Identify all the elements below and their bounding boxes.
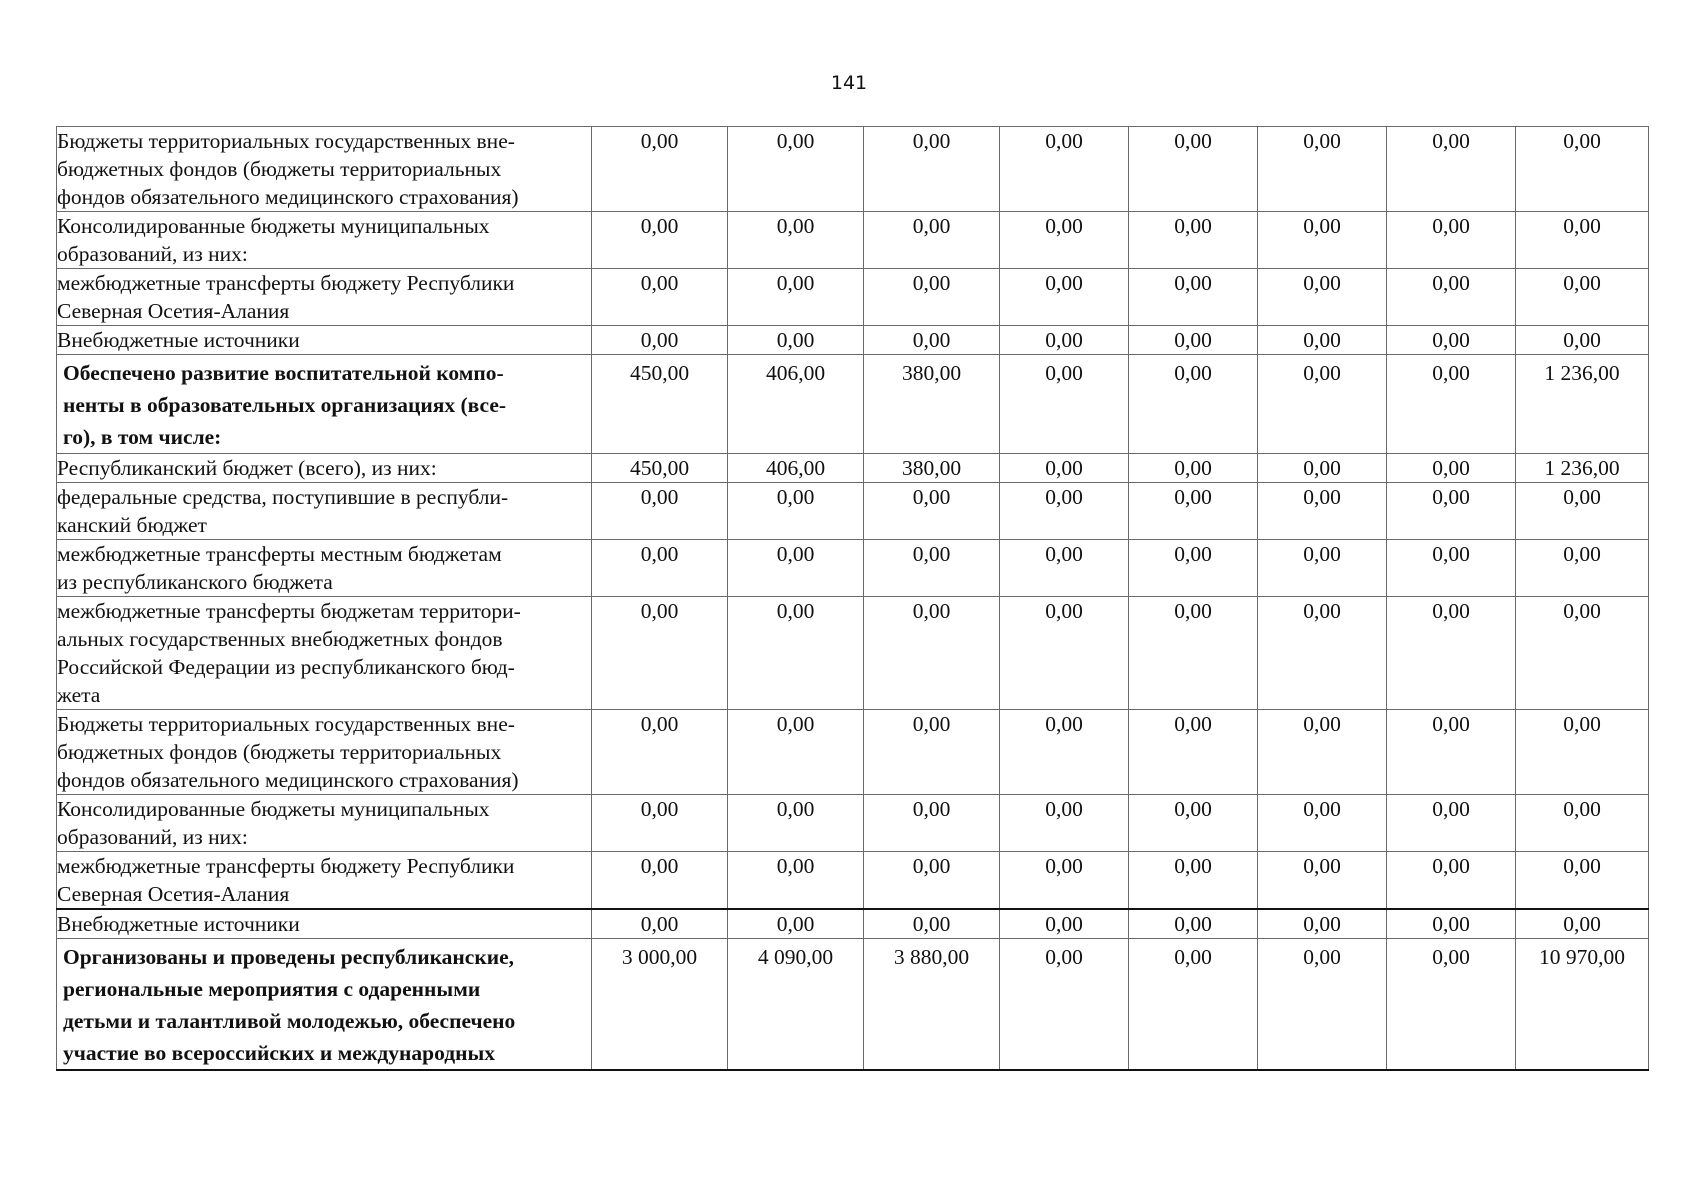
row-value: 10 970,00 [1516, 939, 1649, 1071]
table-row [57, 540, 1649, 597]
row-value: 0,00 [1258, 212, 1387, 269]
row-label-line: межбюджетные трансферты местным бюджетам [57, 542, 502, 566]
row-label [57, 355, 592, 454]
row-value: 0,00 [1516, 127, 1649, 212]
row-label-line: Организованы и проведены республиканские, [63, 945, 515, 969]
budget-table-body [57, 127, 1649, 1071]
row-label-line: го), в том числе: [63, 425, 222, 449]
row-value: 0,00 [864, 269, 1000, 326]
row-value: 0,00 [1258, 454, 1387, 483]
row-value: 0,00 [1516, 326, 1649, 355]
row-label-line: образований, из них: [57, 242, 248, 266]
row-label [57, 127, 592, 212]
row-label-line: бюджетных фондов (бюджеты территориальных [57, 740, 502, 764]
row-label-line: Внебюджетные источники [57, 328, 300, 352]
row-value: 0,00 [1129, 483, 1258, 540]
row-value: 0,00 [1000, 127, 1129, 212]
row-value: 0,00 [1000, 483, 1129, 540]
row-value: 0,00 [1129, 795, 1258, 852]
row-value: 0,00 [1129, 540, 1258, 597]
row-value: 3 000,00 [592, 939, 728, 1071]
row-value: 0,00 [1516, 483, 1649, 540]
row-value: 0,00 [728, 540, 864, 597]
row-value: 3 880,00 [864, 939, 1000, 1071]
row-value: 0,00 [1258, 483, 1387, 540]
row-value: 0,00 [1258, 269, 1387, 326]
row-value: 4 090,00 [728, 939, 864, 1071]
row-value: 0,00 [1000, 939, 1129, 1071]
row-value: 0,00 [1000, 454, 1129, 483]
row-value: 0,00 [1000, 326, 1129, 355]
table-row [57, 597, 1649, 710]
row-value: 0,00 [1387, 355, 1516, 454]
row-value: 0,00 [1258, 540, 1387, 597]
row-label-line: фондов обязательного медицинского страхования) [57, 185, 519, 209]
row-value: 0,00 [864, 127, 1000, 212]
row-value: 0,00 [864, 326, 1000, 355]
row-value: 0,00 [1516, 540, 1649, 597]
row-value: 0,00 [1516, 269, 1649, 326]
row-value: 0,00 [1129, 326, 1258, 355]
row-value: 0,00 [1387, 939, 1516, 1071]
row-value: 0,00 [728, 269, 864, 326]
row-value: 0,00 [1000, 540, 1129, 597]
row-label-line: детьми и талантливой молодежью, обеспечено [63, 1009, 516, 1033]
row-value: 0,00 [592, 795, 728, 852]
row-value: 406,00 [728, 355, 864, 454]
row-value: 0,00 [1516, 852, 1649, 910]
row-value: 0,00 [864, 795, 1000, 852]
row-value: 0,00 [728, 909, 864, 939]
row-label [57, 540, 592, 597]
row-label-line: федеральные средства, поступившие в республи- [57, 485, 509, 509]
row-label [57, 454, 592, 483]
row-value: 1 236,00 [1516, 454, 1649, 483]
row-value: 0,00 [864, 597, 1000, 710]
row-value: 0,00 [592, 597, 728, 710]
row-value: 0,00 [1387, 540, 1516, 597]
table-row [57, 212, 1649, 269]
row-value: 0,00 [1129, 454, 1258, 483]
table-row [57, 454, 1649, 483]
row-value: 0,00 [1258, 852, 1387, 910]
row-label-line: Обеспечено развитие воспитательной компо- [63, 361, 504, 385]
row-label [57, 597, 592, 710]
row-label-line: межбюджетные трансферты бюджетам территори- [57, 599, 521, 623]
row-label-line: межбюджетные трансферты бюджету Республики [57, 271, 515, 295]
row-value: 0,00 [864, 483, 1000, 540]
row-value: 0,00 [864, 852, 1000, 910]
table-row [57, 909, 1649, 939]
row-label-line: из республиканского бюджета [57, 570, 333, 594]
row-value: 0,00 [1516, 212, 1649, 269]
row-label-line: участие во всероссийских и международных [63, 1041, 496, 1065]
budget-table [56, 126, 1649, 1071]
row-label-line: Бюджеты территориальных государственных вне- [57, 129, 515, 153]
row-value: 0,00 [864, 710, 1000, 795]
table-row [57, 127, 1649, 212]
row-value: 0,00 [1387, 454, 1516, 483]
row-value: 450,00 [592, 454, 728, 483]
row-value: 450,00 [592, 355, 728, 454]
row-value: 0,00 [592, 127, 728, 212]
table-row [57, 269, 1649, 326]
row-value: 0,00 [1000, 355, 1129, 454]
row-value: 0,00 [1000, 710, 1129, 795]
row-label-line: Консолидированные бюджеты муниципальных [57, 214, 490, 238]
row-value: 0,00 [1516, 710, 1649, 795]
row-value: 0,00 [1387, 795, 1516, 852]
row-value: 0,00 [728, 212, 864, 269]
row-value: 0,00 [1258, 127, 1387, 212]
row-value: 0,00 [1258, 795, 1387, 852]
row-label-line: Российской Федерации из республиканского бюд- [57, 655, 515, 679]
row-label-line: жета [57, 683, 101, 707]
row-value: 0,00 [1387, 483, 1516, 540]
table-row [57, 795, 1649, 852]
row-value: 0,00 [592, 710, 728, 795]
row-label-line: канский бюджет [57, 513, 207, 537]
row-value: 0,00 [1129, 269, 1258, 326]
row-value: 0,00 [728, 710, 864, 795]
row-value: 406,00 [728, 454, 864, 483]
row-label-line: Бюджеты территориальных государственных вне- [57, 712, 515, 736]
row-value: 380,00 [864, 355, 1000, 454]
row-value: 0,00 [592, 540, 728, 597]
row-label [57, 710, 592, 795]
table-row [57, 483, 1649, 540]
row-value: 0,00 [1516, 795, 1649, 852]
row-value: 0,00 [864, 909, 1000, 939]
row-value: 0,00 [1000, 597, 1129, 710]
row-value: 0,00 [592, 326, 728, 355]
row-label-line: фондов обязательного медицинского страхования) [57, 768, 519, 792]
row-value: 380,00 [864, 454, 1000, 483]
row-value: 1 236,00 [1516, 355, 1649, 454]
row-label [57, 852, 592, 910]
row-value: 0,00 [728, 127, 864, 212]
row-value: 0,00 [1387, 326, 1516, 355]
table-row [57, 852, 1649, 910]
row-value: 0,00 [1258, 710, 1387, 795]
row-value: 0,00 [592, 852, 728, 910]
row-label-line: образований, из них: [57, 825, 248, 849]
row-value: 0,00 [1387, 852, 1516, 910]
row-label-line: региональные мероприятия с одаренными [63, 977, 481, 1001]
row-value: 0,00 [728, 483, 864, 540]
row-value: 0,00 [1516, 909, 1649, 939]
row-value: 0,00 [1387, 710, 1516, 795]
row-value: 0,00 [728, 852, 864, 910]
row-value: 0,00 [1129, 939, 1258, 1071]
row-value: 0,00 [1129, 127, 1258, 212]
row-value: 0,00 [592, 212, 728, 269]
row-label [57, 483, 592, 540]
row-label-line: Внебюджетные источники [57, 912, 300, 936]
row-label [57, 326, 592, 355]
row-value: 0,00 [1258, 597, 1387, 710]
row-value: 0,00 [1000, 852, 1129, 910]
row-value: 0,00 [1258, 909, 1387, 939]
row-value: 0,00 [1258, 355, 1387, 454]
row-label-line: Республиканский бюджет (всего), из них: [57, 456, 437, 480]
table-row [57, 710, 1649, 795]
row-value: 0,00 [1129, 909, 1258, 939]
row-value: 0,00 [592, 909, 728, 939]
table-row [57, 355, 1649, 454]
row-label-line: бюджетных фондов (бюджеты территориальных [57, 157, 502, 181]
row-label [57, 909, 592, 939]
row-value: 0,00 [1129, 852, 1258, 910]
table-row [57, 326, 1649, 355]
row-label [57, 795, 592, 852]
row-value: 0,00 [592, 269, 728, 326]
row-value: 0,00 [1000, 795, 1129, 852]
row-value: 0,00 [1129, 597, 1258, 710]
row-label-line: Северная Осетия-Алания [57, 882, 290, 906]
row-value: 0,00 [1387, 597, 1516, 710]
row-label-line: альных государственных внебюджетных фондов [57, 627, 503, 651]
row-value: 0,00 [1000, 909, 1129, 939]
row-value: 0,00 [728, 795, 864, 852]
row-value: 0,00 [1516, 597, 1649, 710]
row-value: 0,00 [1387, 269, 1516, 326]
row-value: 0,00 [1387, 127, 1516, 212]
row-value: 0,00 [728, 326, 864, 355]
row-value: 0,00 [1258, 939, 1387, 1071]
row-label-line: ненты в образовательных организациях (все- [63, 393, 507, 417]
row-label [57, 939, 592, 1071]
row-value: 0,00 [1129, 355, 1258, 454]
row-value: 0,00 [1129, 212, 1258, 269]
row-value: 0,00 [1000, 212, 1129, 269]
page-number: 141 [830, 72, 868, 94]
row-value: 0,00 [1000, 269, 1129, 326]
row-label-line: Северная Осетия-Алания [57, 299, 290, 323]
row-label [57, 269, 592, 326]
row-label-line: Консолидированные бюджеты муниципальных [57, 797, 490, 821]
row-value: 0,00 [1387, 212, 1516, 269]
row-value: 0,00 [864, 212, 1000, 269]
row-value: 0,00 [728, 597, 864, 710]
table-row [57, 939, 1649, 1071]
row-label-line: межбюджетные трансферты бюджету Республики [57, 854, 515, 878]
row-value: 0,00 [1258, 326, 1387, 355]
row-value: 0,00 [592, 483, 728, 540]
row-value: 0,00 [1387, 909, 1516, 939]
row-value: 0,00 [1129, 710, 1258, 795]
row-label [57, 212, 592, 269]
row-value: 0,00 [864, 540, 1000, 597]
